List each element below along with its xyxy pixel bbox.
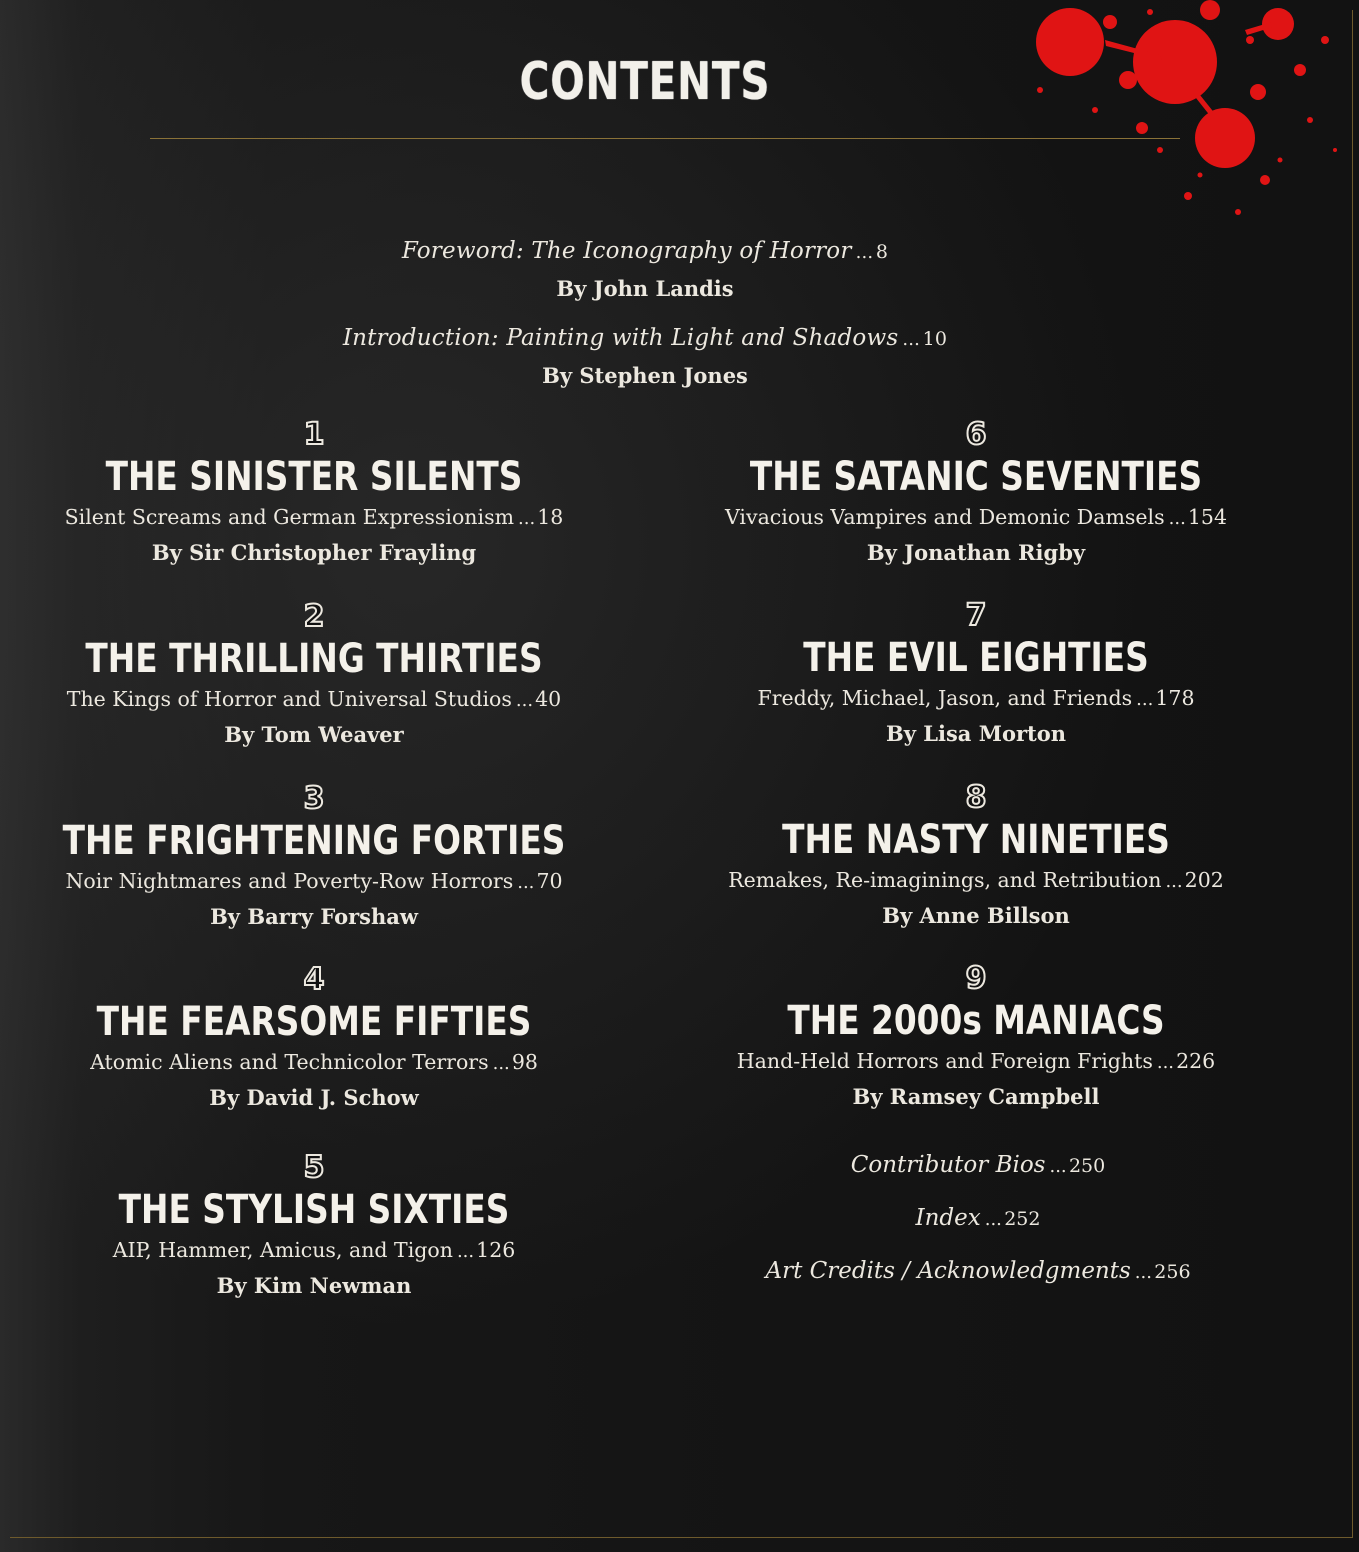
chapter-entry: [0, 1151, 634, 1299]
entry-title: Introduction: Painting with Light and Shadows: [342, 325, 899, 351]
leader-dots: ...: [1049, 1156, 1067, 1177]
leader-dots: ...: [1136, 689, 1154, 710]
chapter-number: 1: [303, 417, 325, 452]
chapter-subtitle-line: [656, 1048, 1296, 1076]
chapter-subtitle-line: [0, 1049, 634, 1077]
chapter-entry: [0, 418, 634, 566]
chapter-subtitle-line: [0, 868, 634, 896]
introduction-title-line: [0, 325, 1290, 351]
foreword-title-line: [0, 238, 1290, 264]
page-number: 10: [922, 328, 948, 350]
page-number: 126: [476, 1238, 516, 1262]
chapter-subtitle: Hand-Held Horrors and Foreign Frights: [736, 1049, 1153, 1073]
chapter-number: 3: [303, 781, 325, 816]
entry-title: Contributor Bios: [850, 1152, 1046, 1178]
chapter-number: 4: [303, 962, 325, 997]
page-number: 8: [875, 241, 889, 263]
blood-splatter-decoration: [1010, 0, 1359, 240]
chapter-author: By Tom Weaver: [224, 722, 404, 747]
entry-title: Foreword: The Iconography of Horror: [401, 238, 852, 264]
leader-dots: ...: [518, 508, 536, 529]
page-number: 154: [1187, 505, 1227, 529]
chapter-author: By Lisa Morton: [885, 721, 1067, 746]
leader-dots: ...: [984, 1209, 1002, 1230]
chapter-entry: [656, 962, 1296, 1110]
chapter-subtitle-line: [656, 504, 1296, 532]
page-number: 202: [1184, 868, 1224, 892]
chapter-entry: [0, 782, 634, 930]
leader-dots: ...: [855, 242, 874, 263]
leader-dots: ...: [1168, 508, 1186, 529]
chapter-number: 6: [965, 417, 987, 452]
chapter-author: By Sir Christopher Frayling: [151, 540, 477, 565]
chapter-entry: [656, 599, 1296, 747]
leader-dots: ...: [902, 329, 921, 350]
chapter-title: THE STYLISH SIXTIES: [118, 1187, 510, 1233]
chapter-subtitle: Freddy, Michael, Jason, and Friends: [757, 686, 1133, 710]
chapter-number: 8: [965, 780, 987, 815]
chapter-entry: [0, 600, 634, 748]
chapter-number: 5: [303, 1150, 325, 1185]
title-divider: [150, 138, 1180, 139]
page-number: 178: [1155, 686, 1195, 710]
chapter-subtitle: The Kings of Horror and Universal Studios: [66, 687, 512, 711]
chapter-title: THE FEARSOME FIFTIES: [96, 999, 532, 1045]
page-number: 250: [1068, 1155, 1106, 1177]
entry-title: Art Credits / Acknowledgments: [765, 1258, 1131, 1284]
chapter-subtitle-line: [0, 686, 634, 714]
chapter-title: THE SATANIC SEVENTIES: [749, 454, 1203, 500]
chapter-subtitle: Atomic Aliens and Technicolor Terrors: [90, 1050, 489, 1074]
leader-dots: ...: [492, 1053, 510, 1074]
introduction-entry: [0, 325, 1290, 388]
chapter-subtitle-line: [656, 867, 1296, 895]
page-number: 256: [1154, 1261, 1191, 1283]
page-number: 18: [537, 505, 564, 529]
leader-dots: ...: [1156, 1052, 1175, 1073]
chapter-subtitle: Silent Screams and German Expressionism: [64, 505, 515, 529]
foreword-entry: [0, 238, 1290, 301]
chapter-entry: [656, 781, 1296, 929]
chapter-author: By Ramsey Campbell: [852, 1084, 1100, 1109]
chapter-title: THE FRIGHTENING FORTIES: [62, 818, 566, 864]
page-title: CONTENTS: [519, 52, 771, 112]
back-matter-entry: [658, 1152, 1298, 1178]
page-number: 40: [535, 687, 562, 711]
chapter-author: By Jonathan Rigby: [866, 540, 1086, 565]
chapter-title: THE NASTY NINETIES: [782, 817, 1170, 863]
chapter-title: THE EVIL EIGHTIES: [803, 635, 1149, 681]
page-number: 98: [511, 1050, 538, 1074]
chapter-title: THE 2000s MANIACS: [787, 998, 1165, 1044]
chapter-author: By Kim Newman: [216, 1273, 412, 1298]
chapter-entry: [0, 963, 634, 1111]
chapter-subtitle-line: [0, 504, 634, 532]
entry-author: By Stephen Jones: [542, 363, 748, 388]
leader-dots: ...: [515, 690, 534, 711]
chapter-author: By David J. Schow: [209, 1085, 419, 1110]
back-matter-entry: [658, 1258, 1298, 1284]
back-matter-entry: [658, 1205, 1298, 1231]
chapter-subtitle-line: [0, 1237, 634, 1265]
chapter-author: By Anne Billson: [882, 903, 1070, 928]
page-number: 252: [1004, 1208, 1041, 1230]
chapter-author: By Barry Forshaw: [210, 904, 418, 929]
chapter-subtitle: Vivacious Vampires and Demonic Damsels: [724, 505, 1165, 529]
chapter-number: 7: [965, 598, 987, 633]
leader-dots: ...: [456, 1241, 475, 1262]
page-number: 70: [536, 869, 563, 893]
chapter-number: 9: [965, 961, 987, 996]
leader-dots: ...: [1165, 871, 1183, 892]
chapter-entry: [656, 418, 1296, 566]
entry-title: Index: [915, 1205, 981, 1231]
leader-dots: ...: [517, 872, 535, 893]
chapter-subtitle: AIP, Hammer, Amicus, and Tigon: [112, 1238, 453, 1262]
entry-author: By John Landis: [556, 276, 734, 301]
leader-dots: ...: [1134, 1262, 1152, 1283]
chapter-subtitle: Remakes, Re-imaginings, and Retribution: [728, 868, 1162, 892]
chapter-number: 2: [303, 599, 325, 634]
chapter-subtitle-line: [656, 685, 1296, 713]
chapter-subtitle: Noir Nightmares and Poverty-Row Horrors: [65, 869, 514, 893]
page-number: 226: [1176, 1049, 1216, 1073]
chapter-title: THE SINISTER SILENTS: [105, 454, 523, 500]
chapter-title: THE THRILLING THIRTIES: [85, 636, 543, 682]
